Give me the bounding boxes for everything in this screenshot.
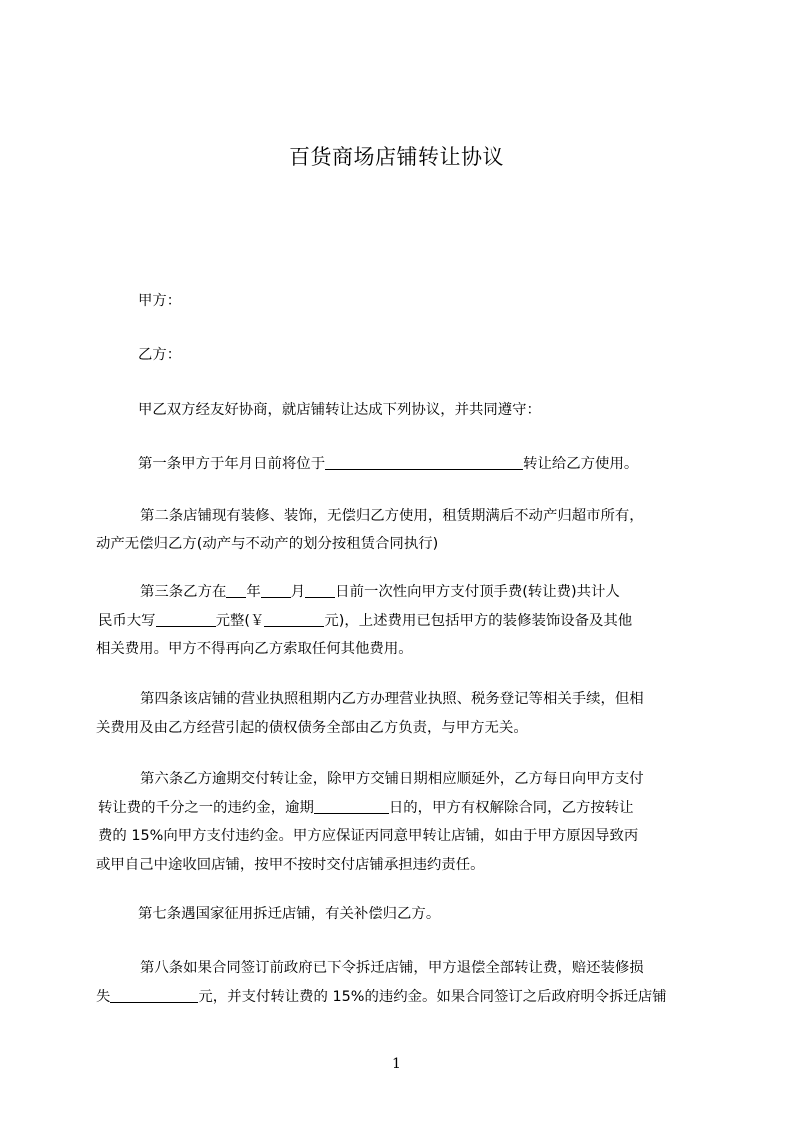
clause-4: 第四条该店铺的营业执照租期内乙方办理营业执照、税务登记等相关手续，但相 关费用及由乙方经营引起的债权债务全部由乙方负责，与甲方无关。 [96, 691, 644, 736]
month-blank [261, 583, 291, 598]
day-blank [305, 583, 335, 598]
overdue-days-blank [314, 799, 389, 814]
year-blank [226, 583, 246, 598]
amount-words-blank [156, 612, 216, 627]
amount-figures-blank [264, 612, 324, 627]
location-blank [325, 455, 523, 470]
clause-1: 第一条甲方于年月日前将位于 转让给乙方使用。 [138, 456, 639, 472]
document-title: 百货商场店铺转让协议 [289, 145, 504, 169]
clause-6: 第六条乙方逾期交付转让金，除甲方交铺日期相应顺延外，乙方每日向甲方支付 转让费的千分之一的违约金，逾期 日的，甲方有权解除合同，乙方按转让 费的 15%向甲方支付违约金。甲方应保证丙同意甲转让店铺，如由于甲方原因导致丙 或甲自己中途收回店铺，按甲不按时交付店铺承担违约责任。 [96, 771, 644, 873]
party-b-line: 乙方： [138, 347, 182, 363]
clause-8: 第八条如果合同签订前政府已下令拆迁店铺，甲方退偿全部转让费，赔还装修损 失 元，并支付转让费的 15%的违约金。如果合同签订之后政府明令拆迁店铺 [96, 960, 667, 1005]
intro-paragraph: 甲乙双方经友好协商，就店铺转让达成下列协议，并共同遵守： [138, 402, 541, 418]
clause-2: 第二条店铺现有装修、装饰，无偿归乙方使用，租赁期满后不动产归超市所有， 动产无偿归乙方(动产与不动产的划分按租赁合同执行) [96, 508, 644, 552]
compensation-blank [110, 988, 198, 1003]
page-number: 1 [392, 1056, 401, 1072]
clause-3: 第三条乙方在 年 月 日前一次性向甲方支付顶手费(转让费)共计人 民币大写 元整(￥ 元)，上述费用已包括甲方的装修装饰设备及其他 相关费用。甲方不得再向乙方索取任何其他费用。 [96, 584, 633, 657]
clause-7: 第七条遇国家征用拆迁店铺，有关补偿归乙方。 [138, 906, 441, 922]
party-a-line: 甲方： [138, 293, 182, 309]
